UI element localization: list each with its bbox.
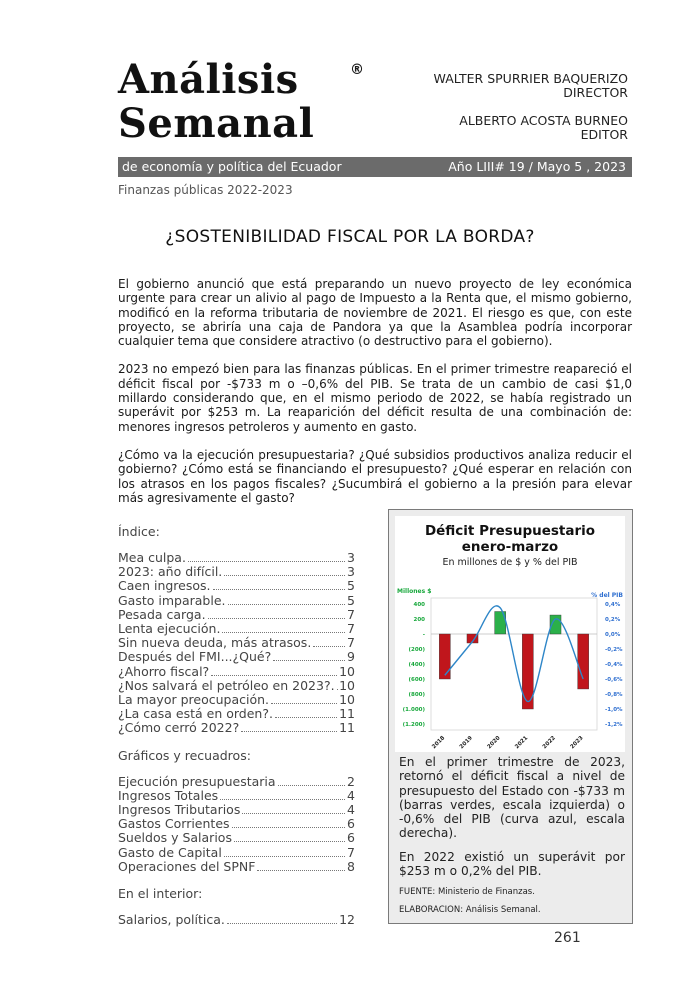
index-entry-page: 12 (339, 912, 355, 928)
article-body (118, 277, 632, 519)
caption-paragraph-2: En 2022 existió un superávit por $253 m o 0,2% del PIB. (399, 849, 625, 879)
right-tick-label: 0,4% (605, 602, 621, 608)
index-entry (118, 665, 355, 679)
director-title: DIRECTOR (563, 85, 628, 100)
index-entry-page: 7 (347, 621, 355, 637)
index-entry-page: 8 (347, 858, 355, 874)
index-entry (118, 636, 355, 650)
dot-leader (242, 813, 345, 814)
dot-leader (211, 675, 337, 676)
right-tick-label: -0,2% (605, 647, 623, 653)
index-entry (118, 622, 355, 636)
index-entry-title: Gasto de Capital (118, 844, 222, 860)
dot-leader (241, 731, 337, 732)
index-entry-title: 2023: año difícil. (118, 564, 223, 580)
right-axis-label: % del PIB (591, 592, 623, 599)
index-entry-title: Pesada carga. (118, 606, 206, 622)
chart-bar (578, 634, 589, 689)
dot-leader (222, 632, 345, 633)
right-tick-label: -0,4% (605, 662, 623, 668)
index-entry-page: 10 (339, 663, 355, 679)
chart-subtitle: En millones de $ y % del PIB (442, 557, 578, 568)
index-entry-page: 11 (339, 720, 355, 736)
right-tick-label: -1,0% (605, 707, 623, 713)
index-entry (118, 693, 355, 707)
index-entry-title: Caen ingresos. (118, 578, 211, 594)
dot-leader (228, 604, 346, 605)
deficit-chart (395, 516, 625, 752)
editor-title: EDITOR (580, 127, 628, 142)
left-tick-label: (1.200) (402, 722, 425, 728)
right-tick-label: -0,8% (605, 692, 623, 698)
dot-leader (224, 575, 345, 576)
index-entry-title: ¿La casa está en orden?. (118, 706, 273, 722)
index-entry-title: Salarios, política. (118, 912, 225, 928)
index-entry-page: 7 (347, 635, 355, 651)
chart-bar (439, 634, 450, 679)
chart-title-line-2: enero-marzo (461, 539, 559, 555)
index-column (118, 524, 355, 927)
x-tick-label: 2023 (569, 735, 585, 751)
logo-line-2: Semanal (118, 100, 315, 147)
dot-leader (313, 646, 345, 647)
left-tick-label: (800) (408, 692, 425, 698)
index-entry (118, 579, 355, 593)
index-entry-page: 3 (347, 550, 355, 565)
dot-leader (273, 660, 345, 661)
index-entry (118, 565, 355, 579)
director-name: WALTER SPURRIER BAQUERIZO (433, 71, 628, 86)
index-entry-title: ¿Nos salvará el petróleo en 2023?. (118, 677, 335, 693)
editor-name: ALBERTO ACOSTA BURNEO (459, 113, 628, 128)
index-entry (118, 551, 355, 565)
index-entry (118, 860, 355, 874)
index-entry-page: 10 (339, 692, 355, 708)
index-entry-page: 4 (347, 787, 355, 803)
tagline: de economía y política del Ecuador (122, 159, 342, 174)
index-entry-page: 6 (347, 830, 355, 846)
index-entry-title: Gasto imparable. (118, 592, 226, 608)
x-tick-label: 2019 (458, 735, 474, 751)
index-entry-page: 10 (339, 677, 355, 693)
left-tick-label: 400 (413, 602, 425, 608)
dot-leader (234, 841, 345, 842)
dot-leader (224, 856, 345, 857)
index-entry-title: Operaciones del SPNF (118, 858, 256, 874)
index-entry-title: Ingresos Totales (118, 787, 219, 803)
index-entry-title: La mayor preocupación. (118, 692, 270, 708)
dot-leader (275, 717, 337, 718)
index-entry (118, 831, 355, 845)
index-entry-page: 5 (347, 592, 355, 608)
left-tick-label: (400) (408, 662, 425, 668)
right-tick-label: -1,2% (605, 722, 623, 728)
index-entry (118, 817, 355, 831)
issue-info: Año LIII# 19 / Mayo 5 , 2023 (448, 159, 626, 174)
index-entry (118, 789, 355, 803)
dot-leader (232, 827, 346, 828)
index-entry-page: 5 (347, 578, 355, 594)
gdp-share-line (445, 606, 583, 702)
index-entry (118, 707, 355, 721)
dot-leader (257, 870, 345, 871)
section-label: Finanzas públicas 2022-2023 (118, 183, 293, 197)
left-axis-label: Millones $ (397, 588, 432, 595)
source-note: FUENTE: Ministerio de Finanzas. (399, 887, 535, 898)
index-entry (118, 721, 355, 735)
index-entry-page: 3 (347, 564, 355, 580)
index-entry-title: ¿Ahorro fiscal? (118, 663, 210, 679)
right-tick-label: -0,6% (605, 677, 623, 683)
dot-leader (278, 785, 345, 786)
chart-title-line-1: Déficit Presupuestario (424, 523, 596, 539)
index-entry-page: 2 (347, 773, 355, 789)
charts-heading: Gráficos y recuadros: (118, 747, 251, 763)
index-entry (118, 913, 355, 927)
plot-frame (431, 598, 597, 730)
index-entry-page: 7 (347, 844, 355, 860)
x-tick-label: 2018 (431, 735, 447, 751)
index-entry-title: Lenta ejecución. (118, 621, 221, 637)
interior-heading: En el interior: (118, 886, 203, 902)
index-entry-page: 4 (347, 802, 355, 818)
index-entry-title: Sin nueva deuda, más atrasos. (118, 635, 312, 651)
index-entry (118, 650, 355, 664)
registered-mark: ® (350, 62, 364, 78)
x-tick-label: 2022 (541, 735, 557, 751)
x-tick-label: 2020 (486, 735, 502, 751)
article-headline: ¿SOSTENIBILIDAD FISCAL POR LA BORDA? (165, 227, 535, 247)
page-number: 261 (554, 930, 581, 946)
dot-leader (220, 799, 345, 800)
index-entry-page: 6 (347, 816, 355, 832)
index-entry (118, 846, 355, 860)
left-tick-label: (1.000) (402, 707, 425, 713)
dot-leader (188, 561, 345, 562)
index-entry (118, 679, 355, 693)
index-entry-title: Ejecución presupuestaria (118, 773, 276, 789)
index-entry-page: 9 (347, 649, 355, 665)
index-entry (118, 775, 355, 789)
staff-credits (434, 72, 628, 142)
index-entry-title: Gastos Corrientes (118, 816, 230, 832)
elaboration-note: ELABORACION: Análisis Semanal. (399, 905, 541, 916)
dot-leader (271, 703, 337, 704)
logo-line-1: Análisis (118, 56, 299, 103)
index-entry-page: 11 (339, 706, 355, 722)
index-entry-title: Mea culpa. (118, 550, 186, 565)
right-tick-label: 0,0% (605, 632, 621, 638)
index-entry-title: Después del FMI...¿Qué? (118, 649, 272, 665)
paragraph: 2023 no empezó bien para las finanzas públicas. En el primer trimestre reapareció el déficit fiscal por -$733 m o –0,6% del PIB. Se trata de un cambio de casi $1,0 millardo considerando que, en el mismo periodo de 2022, se había registrado un superávit por $253 m. La reaparición del déficit resulta de una combinación de: menores ingresos petroleros y aumento en gasto. (118, 362, 632, 434)
left-tick-label: 200 (413, 617, 425, 623)
index-entry-title: Ingresos Tributarios (118, 802, 241, 818)
masthead-band (118, 157, 632, 177)
left-tick-label: (600) (408, 677, 425, 683)
paragraph: ¿Cómo va la ejecución presupuestaria? ¿Qué subsidios productivos analiza reducir el gobierno? ¿Cómo está se financiando el presupuesto? ¿Qué esperar en relación con los atrasos en los pagos fiscales? ¿Sucumbirá el gobierno a la presión para elevar más agresivamente el gasto? (118, 447, 632, 505)
left-tick-label: - (422, 632, 425, 638)
dot-leader (227, 923, 337, 924)
chart-box (388, 509, 633, 924)
dot-leader (213, 589, 346, 590)
index-entry-title: ¿Cómo cerró 2022? (118, 720, 240, 736)
dot-leader (337, 689, 338, 690)
right-tick-label: 0,2% (605, 617, 621, 623)
masthead-logo (118, 58, 378, 150)
index-entry-page: 7 (347, 606, 355, 622)
left-tick-label: (200) (408, 647, 425, 653)
chart-caption (399, 755, 625, 923)
paragraph: El gobierno anunció que está preparando un nuevo proyecto de ley económica urgente para crear un alivio al pago de Impuesto a la Renta que, el mismo gobierno, modificó en la reforma tributaria de noviembre de 2021. El riesgo es que, con este proyecto, se abriría una caja de Pandora ya que la Asamblea podría incorporar cualquier tema que considere atractivo (o destructivo para el gobierno). (118, 277, 632, 349)
index-entry (118, 594, 355, 608)
index-entry (118, 608, 355, 622)
index-entry (118, 803, 355, 817)
index-heading: Índice: (118, 524, 160, 539)
caption-paragraph-1: En el primer trimestre de 2023, retornó el déficit fiscal a nivel de presupuesto del Estado con -$733 m (barras verdes, escala izquierda) o -0,6% del PIB (curva azul, escala derecha). (399, 755, 625, 841)
x-tick-label: 2021 (514, 735, 530, 751)
dot-leader (208, 618, 346, 619)
index-entry-title: Sueldos y Salarios (118, 830, 232, 846)
